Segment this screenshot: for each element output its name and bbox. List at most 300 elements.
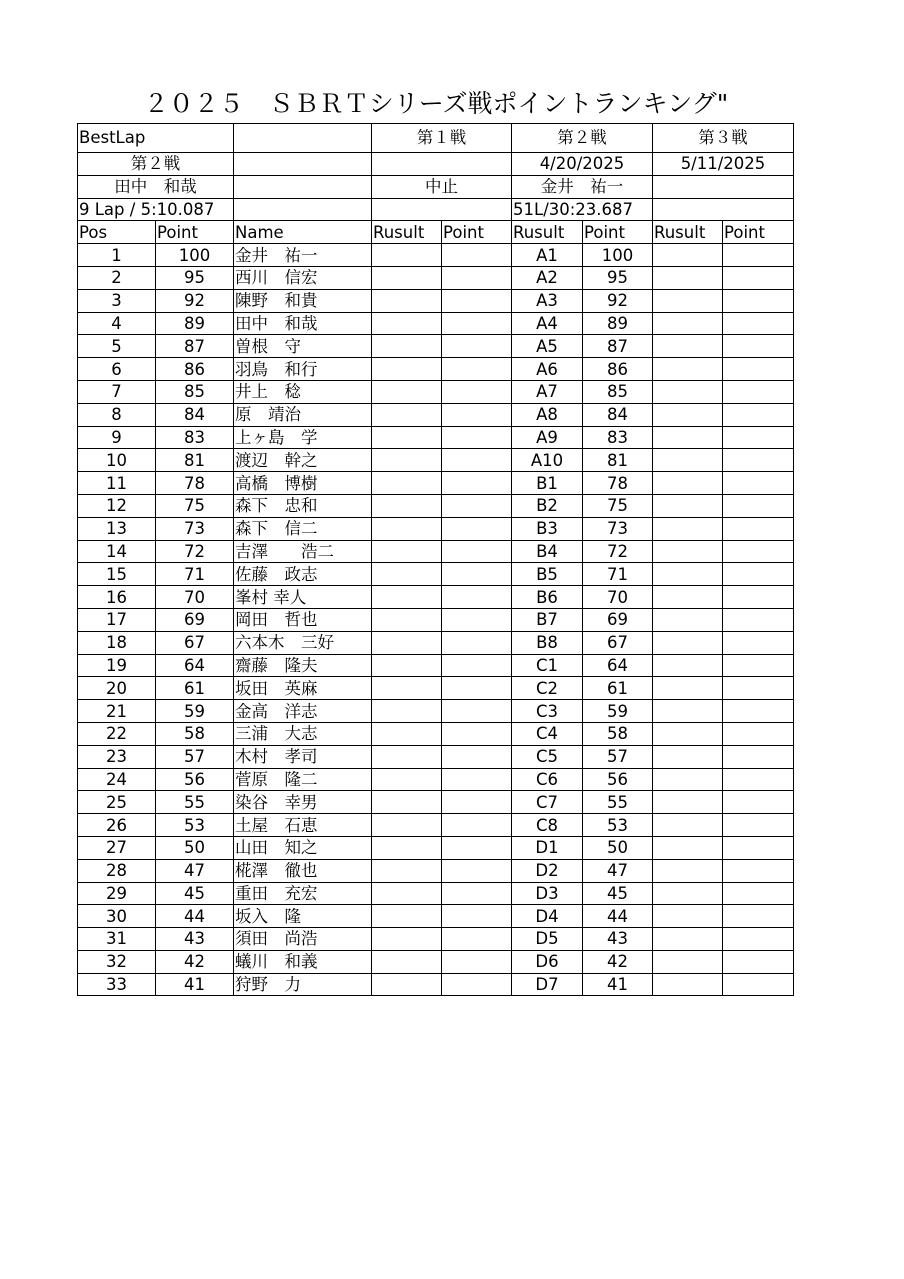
table-row [78,791,794,814]
cell-r1-point [442,700,512,723]
cell-r1-point [442,563,512,586]
cell-point: 43 [156,928,234,951]
cell-r2-result: A6 [512,358,583,381]
table-row [78,654,794,677]
cell-r2-point: 45 [583,882,653,905]
cell-name: 重田 充宏 [234,882,372,905]
cell-pos: 1 [78,244,156,267]
cell-r2-point: 86 [583,358,653,381]
cell-r2-point: 61 [583,677,653,700]
cell-r3-point [723,882,794,905]
cell-name: 須田 尚浩 [234,928,372,951]
cell-r2-point: 71 [583,563,653,586]
cell-r1-result [372,791,442,814]
cell-r3-point [723,244,794,267]
cell-r1-point [442,540,512,563]
cell-point: 83 [156,426,234,449]
cell-point: 89 [156,312,234,335]
cell-r3-point [723,950,794,973]
cell-r1-result [372,722,442,745]
race3-time [653,198,794,221]
cell-r2-result: A8 [512,403,583,426]
cell-name: 金高 洋志 [234,700,372,723]
cell-r2-result: C5 [512,745,583,768]
cell-pos: 31 [78,928,156,951]
race2-label: 第２戦 [512,124,653,153]
cell-point: 42 [156,950,234,973]
cell-r3-point [723,472,794,495]
cell-r2-point: 43 [583,928,653,951]
table-row [78,517,794,540]
cell-r1-point [442,859,512,882]
cell-r1-result [372,563,442,586]
cell-r2-result: D3 [512,882,583,905]
cell-r3-result [653,905,723,928]
cell-r1-result [372,266,442,289]
table-row [78,494,794,517]
col-point-header: Point [156,221,234,244]
cell-r1-result [372,403,442,426]
cell-r3-result [653,266,723,289]
cell-r3-point [723,358,794,381]
cell-r2-point: 58 [583,722,653,745]
cell-r2-point: 89 [583,312,653,335]
cell-point: 53 [156,814,234,837]
cell-point: 84 [156,403,234,426]
cell-r1-point [442,973,512,996]
cell-point: 86 [156,358,234,381]
cell-r3-result [653,654,723,677]
cell-r3-result [653,494,723,517]
cell-r2-result: B7 [512,608,583,631]
table-row [78,836,794,859]
cell-r2-result: C3 [512,700,583,723]
cell-r3-point [723,403,794,426]
cell-point: 95 [156,266,234,289]
table-row [78,449,794,472]
table-row [78,905,794,928]
cell-r1-point [442,631,512,654]
cell-r1-result [372,700,442,723]
cell-r1-result [372,472,442,495]
cell-pos: 28 [78,859,156,882]
cell-name: 佐藤 政志 [234,563,372,586]
cell-r1-result [372,814,442,837]
col-r3-point-header: Point [723,221,794,244]
cell-point: 100 [156,244,234,267]
cell-r2-point: 44 [583,905,653,928]
cell-r2-point: 41 [583,973,653,996]
table-row [78,244,794,267]
cell-r1-result [372,517,442,540]
cell-point: 44 [156,905,234,928]
cell-r2-point: 87 [583,335,653,358]
table-row [78,335,794,358]
col-r2-result-header: Rusult [512,221,583,244]
cell-r2-result: C7 [512,791,583,814]
cell-r1-result [372,335,442,358]
cell-point: 61 [156,677,234,700]
cell-r1-result [372,905,442,928]
cell-point: 64 [156,654,234,677]
cell-r3-point [723,540,794,563]
cell-r1-result [372,768,442,791]
cell-r1-result [372,950,442,973]
blank-cell [234,124,372,153]
cell-r1-result [372,358,442,381]
cell-name: 森下 信二 [234,517,372,540]
cell-r1-result [372,586,442,609]
cell-r1-point [442,312,512,335]
cell-r3-point [723,859,794,882]
header-row-winners [78,175,794,198]
col-r1-result-header: Rusult [372,221,442,244]
cell-r2-result: C2 [512,677,583,700]
cell-point: 67 [156,631,234,654]
cell-pos: 11 [78,472,156,495]
cell-point: 57 [156,745,234,768]
cell-point: 59 [156,700,234,723]
cell-r1-point [442,882,512,905]
cell-r1-point [442,586,512,609]
cell-r3-result [653,882,723,905]
cell-pos: 25 [78,791,156,814]
table-row [78,700,794,723]
cell-r2-point: 100 [583,244,653,267]
cell-r3-result [653,517,723,540]
cell-r2-result: A9 [512,426,583,449]
cell-pos: 17 [78,608,156,631]
cell-r1-result [372,836,442,859]
cell-name: 渡辺 幹之 [234,449,372,472]
cell-r2-point: 84 [583,403,653,426]
race2-time: 51L/30:23.687 [512,198,653,221]
cell-r3-result [653,745,723,768]
cell-r3-result [653,312,723,335]
cell-point: 55 [156,791,234,814]
cell-name: 坂田 英麻 [234,677,372,700]
cell-point: 50 [156,836,234,859]
cell-r1-result [372,882,442,905]
blank-cell [234,198,372,221]
cell-r1-point [442,380,512,403]
cell-r3-point [723,677,794,700]
cell-point: 87 [156,335,234,358]
cell-name: 蟻川 和義 [234,950,372,973]
cell-r3-point [723,631,794,654]
cell-r2-point: 85 [583,380,653,403]
cell-r3-result [653,631,723,654]
blank-cell [234,153,372,176]
cell-r1-point [442,836,512,859]
cell-name: 峯村 幸人 [234,586,372,609]
cell-r2-result: A10 [512,449,583,472]
cell-r3-point [723,905,794,928]
cell-r1-point [442,677,512,700]
cell-r1-result [372,426,442,449]
table-row [78,312,794,335]
cell-pos: 16 [78,586,156,609]
cell-point: 71 [156,563,234,586]
cell-r1-point [442,950,512,973]
cell-name: 土屋 石恵 [234,814,372,837]
cell-r3-result [653,836,723,859]
cell-name: 椛澤 徹也 [234,859,372,882]
column-header-row [78,221,794,244]
cell-r2-point: 83 [583,426,653,449]
col-name-header: Name [234,221,372,244]
cell-pos: 2 [78,266,156,289]
cell-r1-result [372,449,442,472]
cell-r1-point [442,403,512,426]
cell-r3-result [653,768,723,791]
cell-r3-point [723,517,794,540]
cell-pos: 5 [78,335,156,358]
cell-name: 井上 稔 [234,380,372,403]
cell-r3-point [723,768,794,791]
cell-r3-point [723,791,794,814]
cell-r3-point [723,312,794,335]
table-row [78,289,794,312]
cell-r2-result: D4 [512,905,583,928]
cell-r2-result: D5 [512,928,583,951]
cell-r1-result [372,312,442,335]
cell-pos: 4 [78,312,156,335]
table-row [78,380,794,403]
table-row [78,722,794,745]
cell-r2-point: 47 [583,859,653,882]
cell-name: 三浦 大志 [234,722,372,745]
table-row [78,403,794,426]
table-row [78,631,794,654]
cell-r2-result: B3 [512,517,583,540]
cell-pos: 12 [78,494,156,517]
cell-r3-point [723,836,794,859]
cell-r3-result [653,608,723,631]
cell-r2-point: 75 [583,494,653,517]
cell-r3-result [653,677,723,700]
cell-r2-result: A4 [512,312,583,335]
cell-pos: 24 [78,768,156,791]
cell-r3-point [723,722,794,745]
cell-r1-point [442,494,512,517]
cell-name: 岡田 哲也 [234,608,372,631]
cell-r1-point [442,791,512,814]
cell-r2-result: B8 [512,631,583,654]
cell-point: 58 [156,722,234,745]
cell-r3-result [653,540,723,563]
cell-r2-result: C4 [512,722,583,745]
cell-r3-point [723,266,794,289]
cell-r1-point [442,745,512,768]
col-r2-point-header: Point [583,221,653,244]
cell-pos: 20 [78,677,156,700]
table-body [78,124,794,996]
cell-name: 陳野 和貴 [234,289,372,312]
cell-r3-point [723,928,794,951]
race2-date: 4/20/2025 [512,153,653,176]
cell-r2-result: D6 [512,950,583,973]
table-row [78,586,794,609]
cell-r1-point [442,768,512,791]
cell-pos: 14 [78,540,156,563]
cell-name: 染谷 幸男 [234,791,372,814]
table-row [78,472,794,495]
cell-r3-result [653,244,723,267]
cell-r2-point: 81 [583,449,653,472]
cell-r3-result [653,973,723,996]
cell-r3-point [723,608,794,631]
cell-pos: 8 [78,403,156,426]
cell-r3-result [653,472,723,495]
cell-name: 羽鳥 和行 [234,358,372,381]
cell-r3-point [723,654,794,677]
table-row [78,928,794,951]
cell-name: 山田 知之 [234,836,372,859]
cell-point: 81 [156,449,234,472]
col-pos-header: Pos [78,221,156,244]
cell-point: 41 [156,973,234,996]
cell-r3-result [653,449,723,472]
cell-r2-result: B2 [512,494,583,517]
cell-r2-result: D1 [512,836,583,859]
cell-r3-point [723,335,794,358]
cell-r2-result: A5 [512,335,583,358]
cell-r2-result: A1 [512,244,583,267]
cell-r3-point [723,973,794,996]
cell-r3-result [653,859,723,882]
cell-point: 85 [156,380,234,403]
cell-r2-point: 72 [583,540,653,563]
cell-r3-result [653,563,723,586]
cell-name: 木村 孝司 [234,745,372,768]
table-row [78,426,794,449]
cell-r3-result [653,403,723,426]
cell-name: 高橋 博樹 [234,472,372,495]
cell-r2-result: B5 [512,563,583,586]
cell-r1-point [442,814,512,837]
cell-r1-point [442,266,512,289]
blank-cell [234,175,372,198]
cell-r2-result: A2 [512,266,583,289]
cell-r3-point [723,449,794,472]
cell-pos: 19 [78,654,156,677]
cell-r3-result [653,358,723,381]
table-row [78,358,794,381]
cell-name: 田中 和哉 [234,312,372,335]
cell-name: 菅原 隆二 [234,768,372,791]
cell-r3-point [723,745,794,768]
cell-point: 69 [156,608,234,631]
cell-r1-result [372,677,442,700]
table-row [78,563,794,586]
cell-r3-result [653,928,723,951]
cell-r1-result [372,654,442,677]
table-row [78,882,794,905]
cell-r1-point [442,289,512,312]
table-row [78,677,794,700]
cell-r1-result [372,380,442,403]
cell-r2-point: 78 [583,472,653,495]
cell-point: 56 [156,768,234,791]
table-row [78,814,794,837]
race1-label: 第１戦 [372,124,512,153]
cell-r1-point [442,244,512,267]
cell-name: 齋藤 隆夫 [234,654,372,677]
cell-r3-point [723,563,794,586]
cell-r2-point: 64 [583,654,653,677]
cell-r3-result [653,380,723,403]
cell-pos: 15 [78,563,156,586]
cell-r3-result [653,814,723,837]
cell-name: 六本木 三好 [234,631,372,654]
cell-name: 曽根 守 [234,335,372,358]
cell-point: 72 [156,540,234,563]
cell-r2-point: 70 [583,586,653,609]
cell-r1-point [442,426,512,449]
bestlap-driver: 田中 和哉 [78,175,234,198]
cell-r1-result [372,494,442,517]
cell-r2-point: 53 [583,814,653,837]
cell-pos: 7 [78,380,156,403]
race1-time [372,198,512,221]
cell-r2-point: 42 [583,950,653,973]
cell-r1-point [442,335,512,358]
cell-r2-point: 69 [583,608,653,631]
header-row-race-labels [78,124,794,153]
header-row-dates [78,153,794,176]
cell-r1-result [372,540,442,563]
cell-pos: 29 [78,882,156,905]
cell-pos: 23 [78,745,156,768]
cell-r3-point [723,426,794,449]
cell-r2-result: C1 [512,654,583,677]
cell-r1-result [372,631,442,654]
cell-r2-result: A7 [512,380,583,403]
cell-pos: 13 [78,517,156,540]
bestlap-race: 第２戦 [78,153,234,176]
cell-r1-point [442,654,512,677]
cell-r1-point [442,905,512,928]
bestlap-time: 9 Lap / 5:10.087 [78,198,234,221]
table-row [78,859,794,882]
cell-pos: 9 [78,426,156,449]
cell-r1-result [372,928,442,951]
cell-r2-result: D7 [512,973,583,996]
cell-name: 西川 信宏 [234,266,372,289]
cell-r3-point [723,289,794,312]
cell-point: 75 [156,494,234,517]
col-r1-point-header: Point [442,221,512,244]
cell-r2-point: 55 [583,791,653,814]
cell-r3-result [653,586,723,609]
cell-r2-point: 73 [583,517,653,540]
cell-pos: 26 [78,814,156,837]
cell-r3-point [723,586,794,609]
table-row [78,768,794,791]
table-row [78,608,794,631]
cell-pos: 10 [78,449,156,472]
cell-point: 45 [156,882,234,905]
cell-r1-point [442,472,512,495]
cell-r3-result [653,700,723,723]
cell-name: 原 靖治 [234,403,372,426]
cell-r3-result [653,426,723,449]
cell-name: 金井 祐一 [234,244,372,267]
cell-r1-result [372,859,442,882]
cell-r1-result [372,244,442,267]
cell-r2-result: B1 [512,472,583,495]
